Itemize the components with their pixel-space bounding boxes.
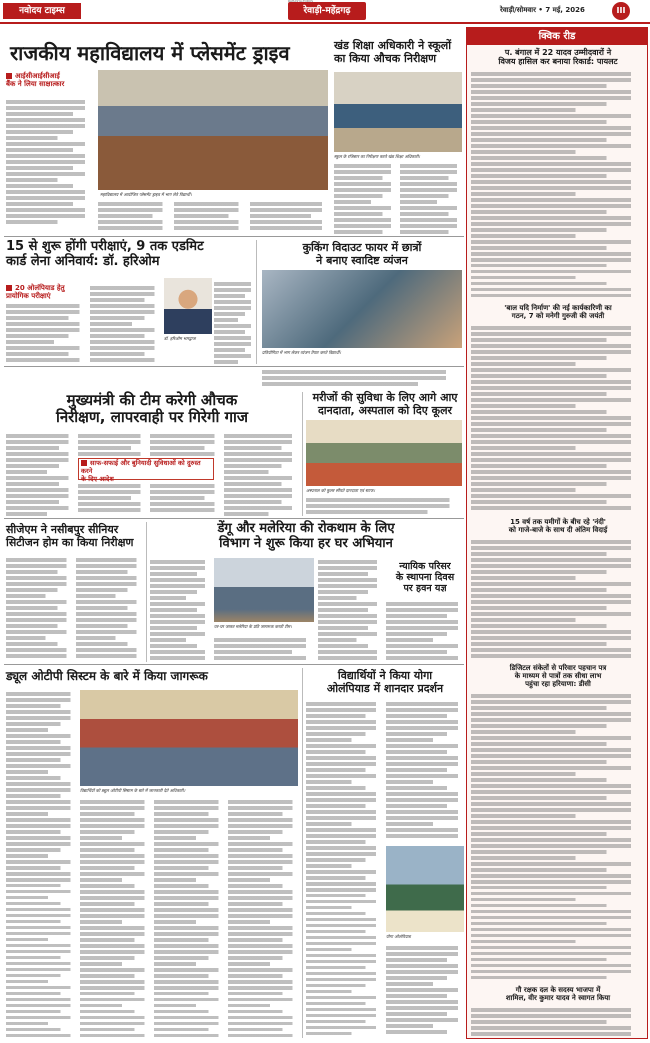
masthead bbox=[0, 0, 650, 24]
story4-caption: प्रतियोगिता में भाग लेकर व्यंजन तैयार करते विद्यार्थी। bbox=[262, 350, 341, 355]
story1-caption: महाविद्यालय में आयोजित प्लेसमेंट ड्राइव में भाग लेते विद्यार्थी। bbox=[100, 192, 192, 197]
section-divider bbox=[4, 664, 464, 665]
column-divider bbox=[302, 392, 303, 516]
issue-date: रेवाड़ी/सोमवार • 7 मई, 2026 bbox=[500, 6, 585, 14]
kicker-bullet-icon bbox=[6, 73, 12, 79]
story2-caption: स्कूल के रजिस्टर का निरीक्षण करते खंड शिक्षा अधिकारी। bbox=[334, 154, 420, 159]
story6-body-col1 bbox=[6, 432, 74, 516]
story11-caption: विद्यार्थियों को ड्यूल ओटीपी सिस्टम के बारे में जानकारी देते अधिकारी। bbox=[80, 788, 186, 793]
story2-body-col2 bbox=[400, 162, 462, 234]
page-number: III bbox=[612, 2, 630, 20]
story12-caption: योगा ओलंपियाड bbox=[386, 934, 411, 939]
quick-read-item5-title: गौ रक्षक दल के सदस्य भाजपा में शामिल, वीर कुमार यादव ने स्वागत किया bbox=[505, 986, 611, 1003]
quick-read-item1-body bbox=[471, 70, 645, 300]
story6-inset-box bbox=[78, 458, 214, 483]
story3-body-col3 bbox=[214, 280, 254, 364]
column-divider bbox=[302, 668, 303, 1038]
story7-body bbox=[306, 496, 462, 516]
story3-headline: 15 से शुरू होंगी परीक्षाएं, 9 तक एडमिट कार्ड लेना अनिवार्य: डॉ. हरिओम bbox=[6, 239, 204, 269]
story9-headline: डेंगू और मलेरिया की रोकथाम के लिए विभाग ने शुरू किया हर घर अभियान bbox=[217, 521, 395, 551]
quick-read-item4-body bbox=[471, 692, 645, 982]
story7-caption: अस्पताल को कूलर सौंपते दानदाता एवं स्टाफ। bbox=[306, 488, 375, 493]
story4-photo bbox=[262, 270, 462, 348]
story6-body-col4 bbox=[150, 432, 220, 456]
section-divider bbox=[4, 236, 464, 237]
quick-read-item3-body bbox=[471, 538, 645, 660]
kicker-bullet-icon bbox=[6, 285, 12, 291]
edition-label: रेवाड़ी-महेंद्रगढ़ bbox=[288, 2, 366, 20]
story1-photo bbox=[98, 70, 328, 190]
story11-body-col3 bbox=[154, 798, 224, 1038]
story6-body-col5 bbox=[150, 482, 220, 516]
quick-read-item2-body bbox=[471, 324, 645, 514]
story2-body-col1 bbox=[334, 162, 396, 234]
story1-headline: राजकीय महाविद्यालय में प्लेसमेंट ड्राइव bbox=[10, 41, 290, 65]
section-divider bbox=[4, 518, 464, 519]
story8-body-col1 bbox=[6, 556, 72, 660]
story1-body-col2 bbox=[98, 200, 168, 234]
quick-read-title: क्विक रीड bbox=[467, 28, 647, 45]
kicker-bullet-icon bbox=[81, 460, 87, 466]
story2-headline: खंड शिक्षा अधिकारी ने स्कूलों का किया औचक निरीक्षण bbox=[334, 39, 452, 65]
story6-body-col6 bbox=[224, 432, 298, 516]
story11-body-col2 bbox=[80, 798, 150, 1038]
story4-headline: कुकिंग विदाउट फायर में छात्रों ने बनाए स्वादिष्ट व्यंजन bbox=[302, 241, 422, 267]
story3-kicker: 20 ओलंपियाड हेतु प्रायोगिक परीक्षाएं bbox=[6, 284, 65, 301]
story6-headline: मुख्यमंत्री की टीम करेगी औचक निरीक्षण, लापरवाही पर गिरेगी गाज bbox=[55, 391, 249, 427]
story3-caption: डॉ. हरिओम भारद्वाज bbox=[164, 336, 196, 341]
story11-headline: ड्यूल ओटीपी सिस्टम के बारे में किया जागरूक bbox=[6, 669, 208, 683]
section-divider bbox=[4, 366, 464, 367]
story12-body-col1 bbox=[306, 700, 382, 1038]
story1-kicker: आईसीआईसीआई बैंक ने लिया साक्षात्कार bbox=[6, 72, 65, 89]
story4-body bbox=[262, 368, 462, 388]
story9-caption: घर-घर जाकर मलेरिया के प्रति जागरूक करती टीम। bbox=[214, 624, 292, 629]
quick-read-item2-title: 'बाल यदि निर्माण' की नई कार्यकारिणी का गठन, 7 को मनेगी गुरुजी की जयंती bbox=[504, 304, 612, 321]
story9-body-col3 bbox=[318, 558, 382, 662]
story9-photo bbox=[214, 558, 314, 622]
story1-body-col1 bbox=[6, 98, 92, 224]
story12-photo bbox=[386, 846, 464, 932]
story8-body-col2 bbox=[76, 556, 142, 660]
story12-body-col2 bbox=[386, 700, 464, 840]
story2-photo bbox=[334, 72, 462, 152]
quick-read-item4-title: डिजिटल संकेतों से परिवार पहचान पत्र के माध्यम से पात्रों तक सीधा लाभ पहुंचा रहा हरियाणा: डीसी bbox=[509, 664, 607, 689]
newspaper-logo: नवोदय टाइम्स bbox=[3, 3, 81, 19]
story3-body-col1 bbox=[6, 302, 86, 364]
story12-headline: विद्यार्थियों ने किया योगा ओलंपियाड में शानदार प्रदर्शन bbox=[326, 669, 444, 695]
story10-body bbox=[386, 600, 464, 662]
story12-body-col3 bbox=[386, 944, 464, 1038]
story7-headline: मरीजों की सुविधा के लिए आगे आए दानदाता, अस्पताल को दिए कूलर bbox=[312, 391, 458, 417]
story11-body-col4 bbox=[228, 798, 298, 1038]
column-divider bbox=[256, 240, 257, 364]
story11-body-col1 bbox=[6, 690, 76, 1038]
quick-read-sidebar bbox=[466, 27, 648, 1039]
story1-body-col4 bbox=[250, 200, 328, 234]
quick-read-item5-body bbox=[471, 1006, 645, 1036]
story9-body-col1 bbox=[150, 558, 210, 662]
story3-body-col2 bbox=[90, 284, 160, 364]
quick-read-item3-title: 15 वर्ष तक यमीगों के बीच रहे 'नंदी' को गाजे-बाजे के साथ दी अंतिम विदाई bbox=[508, 518, 608, 535]
story6-inset-text: साफ-सफाई और बुनियादी सुविधाओं को दुरुस्त करने के दिए आदेश bbox=[81, 459, 201, 483]
story9-body-col2 bbox=[214, 636, 314, 662]
story1-body-col3 bbox=[174, 200, 244, 234]
quick-read-item1-title: प. बंगाल में 22 यादव उम्मीदवारों ने विजय हासिल कर बनाया रिकार्ड: पायलट bbox=[498, 48, 618, 67]
story8-headline: सीजेएम ने नसीबपुर सीनियर सिटीजन होम का किया निरीक्षण bbox=[6, 523, 134, 549]
story6-body-col2 bbox=[78, 432, 146, 456]
story6-body-col3 bbox=[78, 482, 146, 516]
story11-photo bbox=[80, 690, 298, 786]
column-divider bbox=[146, 522, 147, 662]
story7-photo bbox=[306, 420, 462, 486]
story3-portrait bbox=[164, 278, 212, 334]
story10-headline: न्यायिक परिसर के स्थापना दिवस पर हवन यज्ञ bbox=[395, 561, 455, 594]
